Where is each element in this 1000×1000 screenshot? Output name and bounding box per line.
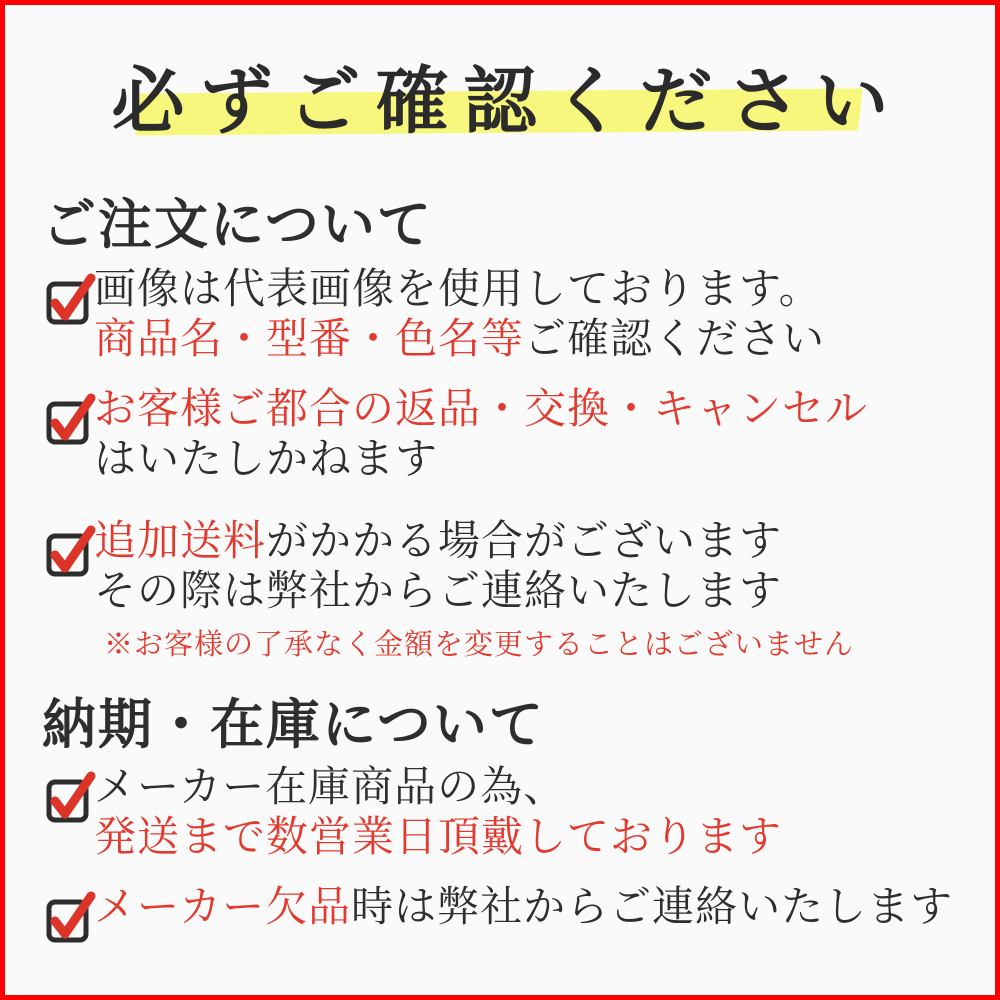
item-text	[94, 516, 854, 662]
item-text	[94, 384, 868, 484]
notice-item-maker-stock	[44, 762, 782, 862]
item-text	[94, 264, 825, 364]
note-text: ※お客様の了承なく金額を変更することはございません	[104, 627, 855, 661]
section-heading-orders: ご注文について	[42, 192, 433, 256]
item-text-line	[94, 762, 782, 812]
text-segment-emphasis: 発送まで数営業日頂戴しております	[94, 812, 783, 861]
text-segment-emphasis: お客様ご都合の返品・交換・キャンセル	[94, 384, 869, 433]
checkbox-check-icon	[44, 271, 96, 327]
checkbox-check-icon	[44, 889, 96, 945]
page-title: 必ずご確認ください	[111, 58, 904, 144]
notice-item-representative-image	[44, 264, 825, 364]
text-segment: その際は弊社からご連絡いたします	[94, 566, 783, 615]
checkbox-check-icon	[44, 769, 96, 825]
text-segment: 画像は代表画像を使用しております。	[94, 264, 822, 313]
item-text-line	[94, 882, 953, 932]
item-text-line	[94, 566, 854, 616]
notice-item-no-returns	[44, 384, 868, 484]
text-segment-emphasis: 商品名・型番・色名等	[94, 314, 525, 363]
notice-item-extra-shipping	[44, 516, 854, 662]
item-text-line	[94, 434, 868, 484]
item-text	[94, 882, 953, 932]
text-segment-emphasis: 追加送料	[94, 516, 267, 565]
item-text-line	[94, 812, 782, 862]
text-segment-emphasis: メーカー欠品	[94, 882, 352, 931]
text-segment: メーカー在庫商品の為、	[94, 762, 567, 811]
notice-item-maker-shortage	[44, 882, 953, 932]
checkbox-check-icon	[44, 523, 96, 579]
text-segment: ご確認ください	[524, 314, 826, 363]
item-text-line	[94, 314, 825, 364]
text-segment: がかかる場合がございます	[266, 516, 783, 565]
checkbox-check-icon	[44, 391, 96, 447]
item-text	[94, 762, 782, 862]
item-text-line	[94, 516, 854, 566]
text-segment: はいたしかねます	[94, 434, 439, 483]
text-segment: 時は弊社からご連絡いたします	[351, 882, 954, 931]
item-text-line	[94, 264, 825, 314]
item-text-line	[94, 384, 868, 434]
section-heading-stock: 納期・在庫について	[42, 692, 545, 756]
